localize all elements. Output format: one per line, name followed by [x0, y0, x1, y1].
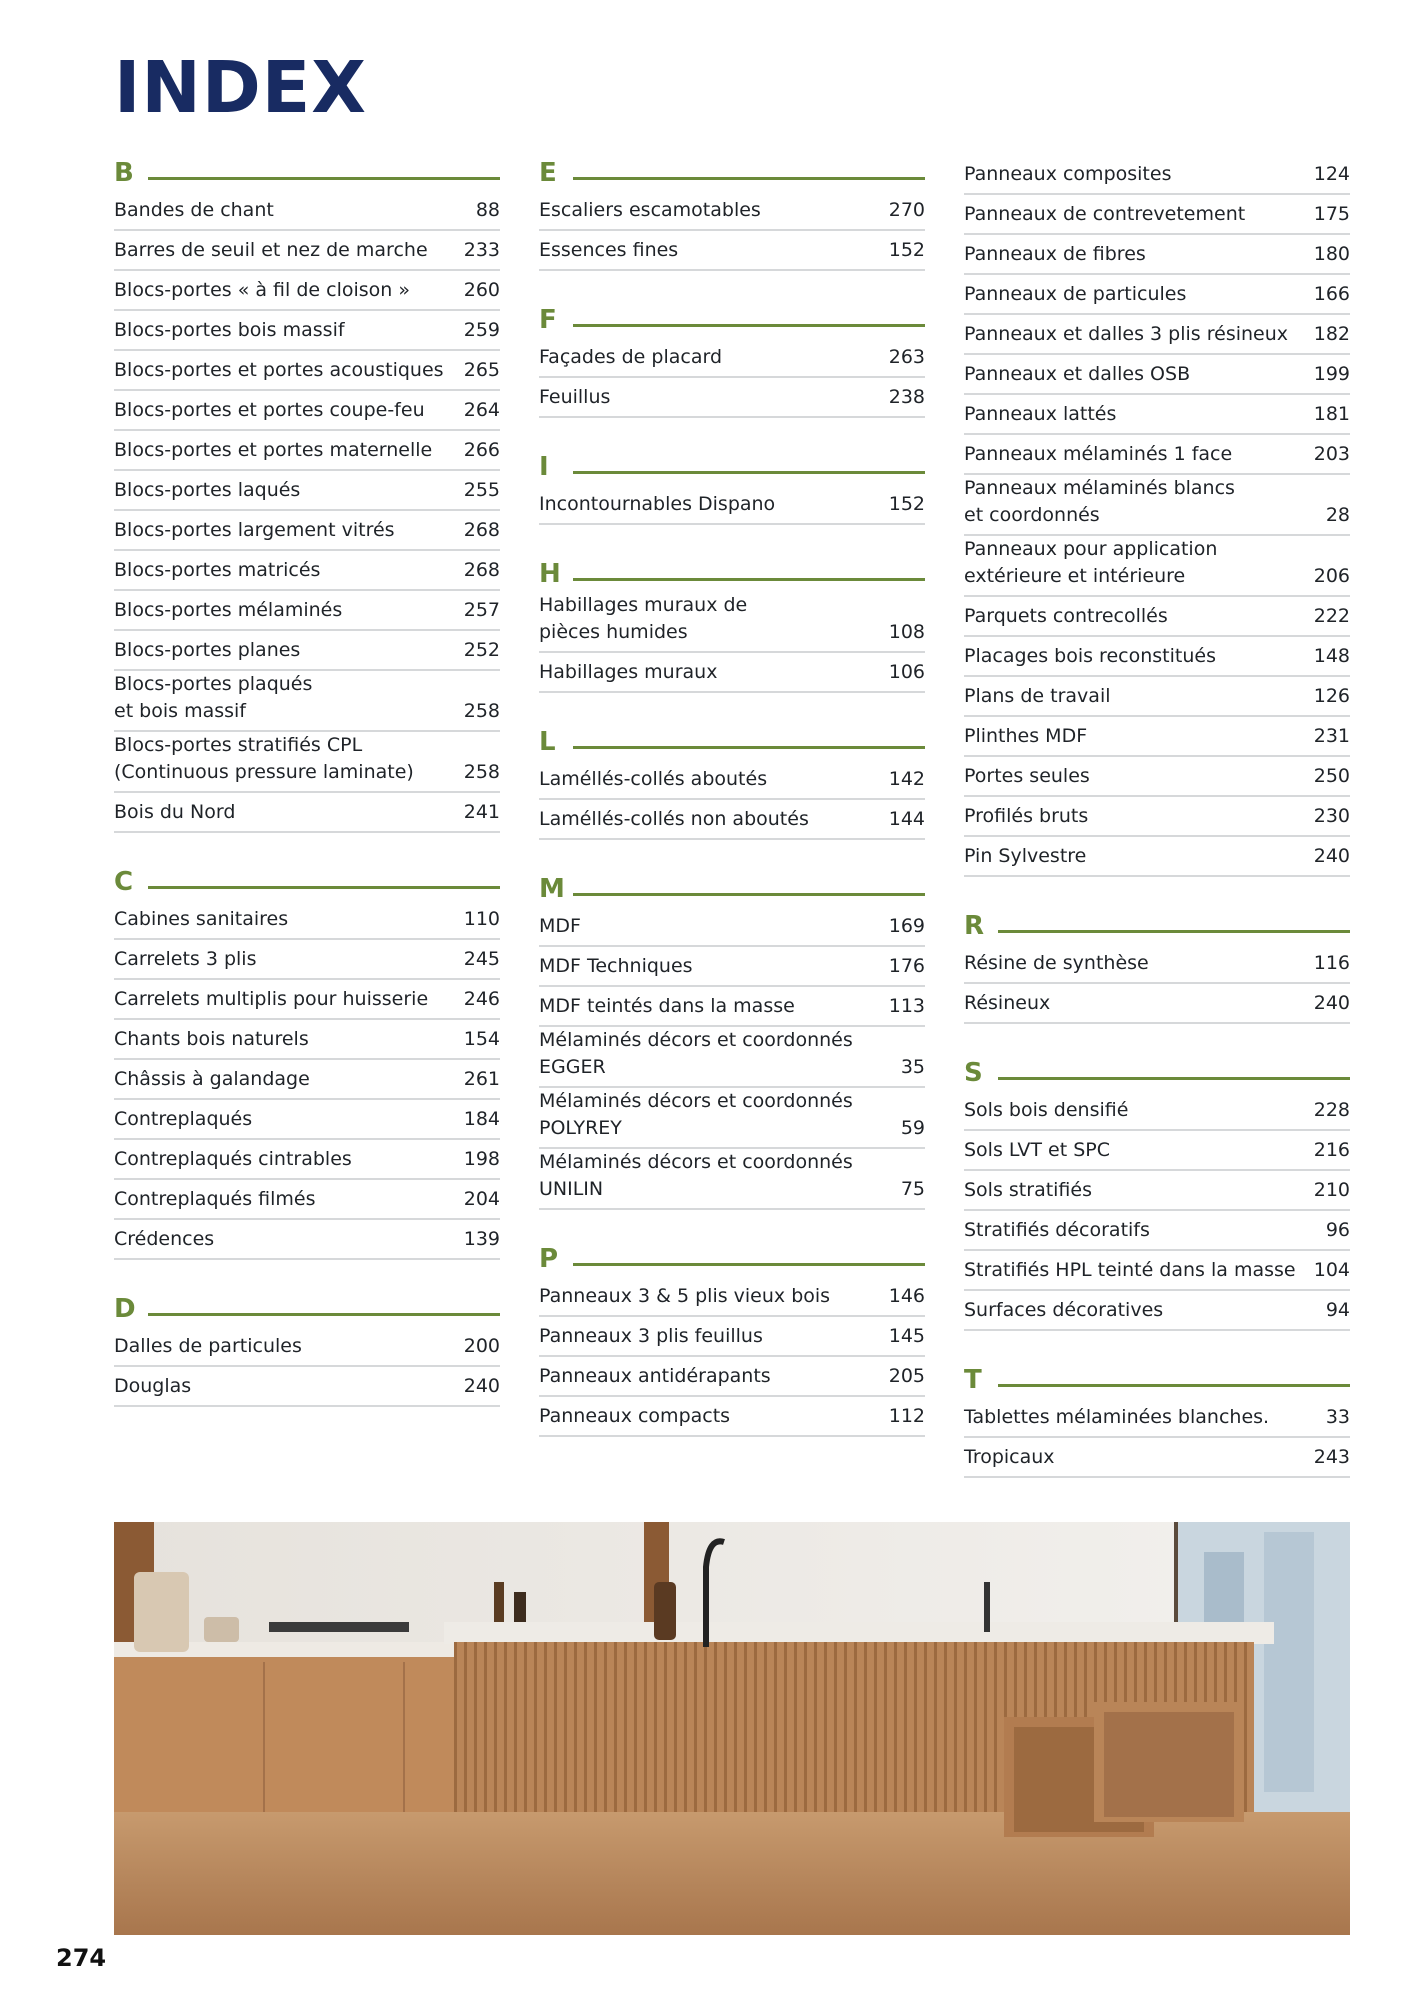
entry-name: Incontournables Dispano — [539, 493, 776, 515]
entry-page: 198 — [463, 1148, 500, 1170]
index-entry — [114, 271, 500, 311]
index-entry — [539, 592, 925, 653]
entry-name: Panneaux de fibres — [964, 243, 1146, 265]
index-entry — [964, 1438, 1350, 1478]
entry-page: 104 — [1313, 1259, 1350, 1281]
entry-name: Sols LVT et SPC — [964, 1139, 1111, 1161]
index-entry — [539, 760, 925, 800]
index-entry — [539, 1277, 925, 1317]
entry-name: Carrelets multiplis pour huisserie — [114, 988, 429, 1010]
index-entry — [114, 732, 500, 793]
entry-page: 176 — [888, 955, 925, 977]
entry-page: 266 — [463, 439, 500, 461]
index-entry — [539, 1357, 925, 1397]
section-header — [539, 155, 925, 186]
section-header — [539, 1241, 925, 1272]
index-entry — [964, 235, 1350, 275]
index-entry — [964, 637, 1350, 677]
section-header — [114, 864, 500, 895]
entry-name: MDF — [539, 915, 581, 937]
entry-name: Panneaux 3 plis feuillus — [539, 1325, 763, 1347]
index-section — [539, 449, 925, 525]
entry-page: 241 — [463, 801, 500, 823]
index-entry — [114, 511, 500, 551]
entry-name: Panneaux de particules — [964, 283, 1187, 305]
index-entry — [539, 1317, 925, 1357]
entry-name: Résineux — [964, 992, 1051, 1014]
entry-page: 265 — [463, 359, 500, 381]
index-entry — [539, 947, 925, 987]
entry-page: 259 — [463, 319, 500, 341]
entry-name: Panneaux et dalles 3 plis résineux — [964, 323, 1289, 345]
index-entry — [114, 1180, 500, 1220]
entry-page: 257 — [463, 599, 500, 621]
section-header — [539, 449, 925, 480]
index-entry — [964, 275, 1350, 315]
index-entry — [964, 984, 1350, 1024]
entry-page: 152 — [888, 239, 925, 261]
index-entry — [539, 653, 925, 693]
entry-page: 75 — [900, 1178, 925, 1200]
entry-page: 260 — [463, 279, 500, 301]
index-entry — [539, 907, 925, 947]
index-entry — [964, 315, 1350, 355]
index-entry — [114, 231, 500, 271]
section-divider — [573, 1263, 925, 1266]
entry-page: 175 — [1313, 203, 1350, 225]
section-letter: P — [539, 1244, 559, 1274]
entry-name: Plinthes MDF — [964, 725, 1088, 747]
section-letter: L — [539, 727, 556, 757]
entry-name: Plans de travail — [964, 685, 1111, 707]
index-entry — [114, 793, 500, 833]
entry-page: 252 — [463, 639, 500, 661]
index-entry — [539, 378, 925, 418]
index-entry — [114, 551, 500, 591]
entry-name: Habillages muraux — [539, 661, 718, 683]
section-header — [114, 155, 500, 186]
entry-page: 231 — [1313, 725, 1350, 747]
index-section — [539, 724, 925, 840]
index-section — [539, 1241, 925, 1437]
index-entry — [964, 475, 1350, 536]
section-letter: I — [539, 452, 549, 482]
entry-name: Sols bois densifié — [964, 1099, 1129, 1121]
section-header — [964, 908, 1350, 939]
index-entry — [114, 671, 500, 732]
entry-name: Placages bois reconstitués — [964, 645, 1216, 667]
index-entry — [114, 591, 500, 631]
entry-page: 28 — [1325, 504, 1350, 526]
entry-name: Chants bois naturels — [114, 1028, 309, 1050]
entry-name: Pin Sylvestre — [964, 845, 1087, 867]
entry-name: Châssis à galandage — [114, 1068, 310, 1090]
index-entry — [539, 800, 925, 840]
entry-name: Tropicaux — [964, 1446, 1055, 1468]
entry-page: 139 — [463, 1228, 500, 1250]
index-entry — [964, 677, 1350, 717]
entry-page: 152 — [888, 493, 925, 515]
entry-name: Essences fines — [539, 239, 679, 261]
entry-page: 203 — [1313, 443, 1350, 465]
entry-page: 146 — [888, 1285, 925, 1307]
entry-page: 33 — [1325, 1406, 1350, 1428]
entry-name: Contreplaqués filmés — [114, 1188, 316, 1210]
section-letter: M — [539, 874, 565, 904]
section-header — [539, 724, 925, 755]
index-section — [114, 1291, 500, 1407]
entry-page: 230 — [1313, 805, 1350, 827]
index-entry — [964, 1398, 1350, 1438]
entry-page: 199 — [1313, 363, 1350, 385]
entry-page: 240 — [1313, 845, 1350, 867]
index-section — [539, 302, 925, 418]
index-entry — [114, 900, 500, 940]
index-entry — [114, 1327, 500, 1367]
entry-name: Résine de synthèse — [964, 952, 1149, 974]
entry-page: 166 — [1313, 283, 1350, 305]
entry-name: Panneaux mélaminés 1 face — [964, 443, 1233, 465]
index-entry — [539, 1149, 925, 1210]
entry-name: Blocs-portes et portes maternelle — [114, 439, 433, 461]
entry-name: Blocs-portes mélaminés — [114, 599, 343, 621]
section-divider — [998, 1077, 1350, 1080]
entry-page: 243 — [1313, 1446, 1350, 1468]
entry-name: Dalles de particules — [114, 1335, 302, 1357]
entry-page: 240 — [463, 1375, 500, 1397]
index-entry — [539, 191, 925, 231]
index-entry — [964, 797, 1350, 837]
entry-page: 96 — [1325, 1219, 1350, 1241]
index-entry — [539, 1397, 925, 1437]
index-entry — [964, 195, 1350, 235]
entry-page: 180 — [1313, 243, 1350, 265]
entry-name: Tablettes mélaminées blanches. — [964, 1406, 1270, 1428]
section-divider — [573, 746, 925, 749]
entry-page: 181 — [1313, 403, 1350, 425]
section-letter: R — [964, 911, 985, 941]
entry-name: Feuillus — [539, 386, 611, 408]
index-entry — [114, 1367, 500, 1407]
entry-name: Panneaux et dalles OSB — [964, 363, 1191, 385]
entry-name: MDF teintés dans la masse — [539, 995, 795, 1017]
section-divider — [573, 471, 925, 474]
index-section — [964, 155, 1350, 877]
section-divider — [573, 177, 925, 180]
entry-name: Blocs-portes et portes acoustiques — [114, 359, 444, 381]
section-header — [964, 1362, 1350, 1393]
entry-page: 182 — [1313, 323, 1350, 345]
index-entry — [114, 1100, 500, 1140]
section-letter: C — [114, 867, 134, 897]
section-divider — [148, 886, 500, 889]
section-letter: F — [539, 305, 557, 335]
index-entry — [539, 485, 925, 525]
entry-name: Blocs-portes et portes coupe-feu — [114, 399, 425, 421]
section-letter: T — [964, 1365, 982, 1395]
entry-page: 258 — [463, 700, 500, 722]
index-entry — [114, 391, 500, 431]
entry-page: 124 — [1313, 163, 1350, 185]
entry-page: 245 — [463, 948, 500, 970]
section-letter: D — [114, 1294, 136, 1324]
index-entry — [539, 231, 925, 271]
section-header — [539, 871, 925, 902]
entry-page: 59 — [900, 1117, 925, 1139]
entry-name: Blocs-portes « à fil de cloison » — [114, 279, 410, 301]
index-entry — [964, 395, 1350, 435]
page-title: INDEX — [114, 46, 368, 129]
entry-page: 116 — [1313, 952, 1350, 974]
index-entry — [539, 1027, 925, 1088]
entry-name: Carrelets 3 plis — [114, 948, 257, 970]
index-entry — [539, 1088, 925, 1149]
index-entry — [964, 435, 1350, 475]
entry-page: 250 — [1313, 765, 1350, 787]
entry-name: Panneaux de contrevetement — [964, 203, 1246, 225]
section-header — [539, 302, 925, 333]
entry-page: 148 — [1313, 645, 1350, 667]
section-divider — [573, 324, 925, 327]
entry-name: Panneaux antidérapants — [539, 1365, 771, 1387]
entry-page: 233 — [463, 239, 500, 261]
entry-page: 154 — [463, 1028, 500, 1050]
entry-name: Habillages muraux de pièces humides — [539, 594, 748, 643]
index-section — [964, 1362, 1350, 1478]
entry-name: Blocs-portes plaqués et bois massif — [114, 673, 313, 722]
entry-name: Stratifiés décoratifs — [964, 1219, 1150, 1241]
entry-page: 228 — [1313, 1099, 1350, 1121]
entry-page: 108 — [888, 621, 925, 643]
entry-name: Crédences — [114, 1228, 215, 1250]
entry-name: Contreplaqués — [114, 1108, 253, 1130]
index-column-1 — [114, 155, 500, 1438]
index-section — [114, 155, 500, 833]
entry-name: Douglas — [114, 1375, 192, 1397]
entry-name: Panneaux 3 & 5 plis vieux bois — [539, 1285, 831, 1307]
entry-name: Mélaminés décors et coordonnés POLYREY — [539, 1090, 853, 1139]
index-entry — [964, 1211, 1350, 1251]
entry-page: 270 — [888, 199, 925, 221]
entry-name: Sols stratifiés — [964, 1179, 1092, 1201]
index-entry — [114, 1220, 500, 1260]
entry-name: Escaliers escamotables — [539, 199, 761, 221]
entry-name: Panneaux lattés — [964, 403, 1117, 425]
entry-page: 205 — [888, 1365, 925, 1387]
index-section — [964, 1055, 1350, 1331]
entry-name: Blocs-portes planes — [114, 639, 301, 661]
index-section — [539, 155, 925, 271]
entry-name: Panneaux compacts — [539, 1405, 731, 1427]
entry-page: 35 — [900, 1056, 925, 1078]
index-entry — [964, 1291, 1350, 1331]
entry-name: MDF Techniques — [539, 955, 693, 977]
index-entry — [964, 837, 1350, 877]
entry-page: 94 — [1325, 1299, 1350, 1321]
entry-name: Bandes de chant — [114, 199, 274, 221]
entry-name: Blocs-portes bois massif — [114, 319, 345, 341]
entry-page: 246 — [463, 988, 500, 1010]
section-letter: B — [114, 158, 134, 188]
index-entry — [964, 1091, 1350, 1131]
section-divider — [573, 578, 925, 581]
index-entry — [964, 944, 1350, 984]
index-section — [539, 871, 925, 1210]
index-entry — [964, 1251, 1350, 1291]
index-entry — [964, 717, 1350, 757]
index-entry — [114, 631, 500, 671]
entry-name: Cabines sanitaires — [114, 908, 289, 930]
entry-page: 261 — [463, 1068, 500, 1090]
entry-page: 268 — [463, 519, 500, 541]
entry-page: 206 — [1313, 565, 1350, 587]
index-entry — [539, 338, 925, 378]
section-header — [964, 1055, 1350, 1086]
entry-page: 144 — [888, 808, 925, 830]
index-section — [964, 908, 1350, 1024]
entry-page: 113 — [888, 995, 925, 1017]
entry-page: 238 — [888, 386, 925, 408]
entry-page: 258 — [463, 761, 500, 783]
entry-page: 268 — [463, 559, 500, 581]
page-number: 274 — [56, 1944, 107, 1972]
entry-page: 204 — [463, 1188, 500, 1210]
entry-page: 200 — [463, 1335, 500, 1357]
index-entry — [114, 471, 500, 511]
entry-page: 169 — [888, 915, 925, 937]
entry-name: Portes seules — [964, 765, 1090, 787]
entry-name: Blocs-portes matricés — [114, 559, 321, 581]
entry-name: Barres de seuil et nez de marche — [114, 239, 428, 261]
entry-page: 145 — [888, 1325, 925, 1347]
section-header — [114, 1291, 500, 1322]
section-letter: S — [964, 1058, 983, 1088]
index-entry — [539, 987, 925, 1027]
index-entry — [964, 155, 1350, 195]
index-entry — [114, 1060, 500, 1100]
entry-page: 255 — [463, 479, 500, 501]
entry-name: Mélaminés décors et coordonnés EGGER — [539, 1029, 853, 1078]
index-section — [539, 556, 925, 693]
section-letter: H — [539, 559, 561, 589]
index-entry — [964, 597, 1350, 637]
entry-page: 184 — [463, 1108, 500, 1130]
section-divider — [148, 1313, 500, 1316]
entry-name: Blocs-portes laqués — [114, 479, 301, 501]
entry-name: Stratifiés HPL teinté dans la masse — [964, 1259, 1296, 1281]
entry-page: 126 — [1313, 685, 1350, 707]
entry-name: Laméllés-collés non aboutés — [539, 808, 809, 830]
index-entry — [114, 940, 500, 980]
index-entry — [114, 1020, 500, 1060]
entry-name: Laméllés-collés aboutés — [539, 768, 768, 790]
index-entry — [964, 536, 1350, 597]
index-entry — [114, 1140, 500, 1180]
section-header — [539, 556, 925, 587]
entry-page: 110 — [463, 908, 500, 930]
entry-page: 112 — [888, 1405, 925, 1427]
entry-name: Contreplaqués cintrables — [114, 1148, 352, 1170]
entry-name: Blocs-portes stratifiés CPL (Continuous pressure laminate) — [114, 734, 414, 783]
index-entry — [964, 757, 1350, 797]
entry-name: Panneaux pour application extérieure et intérieure — [964, 538, 1218, 587]
section-divider — [998, 930, 1350, 933]
entry-name: Panneaux mélaminés blancs et coordonnés — [964, 477, 1235, 526]
entry-name: Panneaux composites — [964, 163, 1172, 185]
entry-page: 210 — [1313, 1179, 1350, 1201]
index-entry — [114, 980, 500, 1020]
entry-page: 240 — [1313, 992, 1350, 1014]
index-entry — [964, 1131, 1350, 1171]
entry-name: Façades de placard — [539, 346, 723, 368]
kitchen-photo — [114, 1522, 1350, 1935]
index-section — [114, 864, 500, 1260]
index-entry — [114, 311, 500, 351]
entry-name: Surfaces décoratives — [964, 1299, 1164, 1321]
index-column-2 — [539, 155, 925, 1468]
section-letter: E — [539, 158, 557, 188]
index-entry — [964, 355, 1350, 395]
index-column-3 — [964, 155, 1350, 1509]
index-entry — [114, 191, 500, 231]
entry-page: 222 — [1313, 605, 1350, 627]
entry-name: Mélaminés décors et coordonnés UNILIN — [539, 1151, 853, 1200]
entry-name: Blocs-portes largement vitrés — [114, 519, 395, 541]
entry-name: Bois du Nord — [114, 801, 236, 823]
entry-page: 88 — [475, 199, 500, 221]
index-entry — [964, 1171, 1350, 1211]
entry-page: 264 — [463, 399, 500, 421]
section-divider — [573, 893, 925, 896]
entry-page: 106 — [888, 661, 925, 683]
entry-page: 216 — [1313, 1139, 1350, 1161]
index-entry — [114, 431, 500, 471]
section-divider — [998, 1384, 1350, 1387]
section-divider — [148, 177, 500, 180]
entry-page: 142 — [888, 768, 925, 790]
entry-page: 263 — [888, 346, 925, 368]
index-entry — [114, 351, 500, 391]
entry-name: Parquets contrecollés — [964, 605, 1168, 627]
entry-name: Profilés bruts — [964, 805, 1089, 827]
